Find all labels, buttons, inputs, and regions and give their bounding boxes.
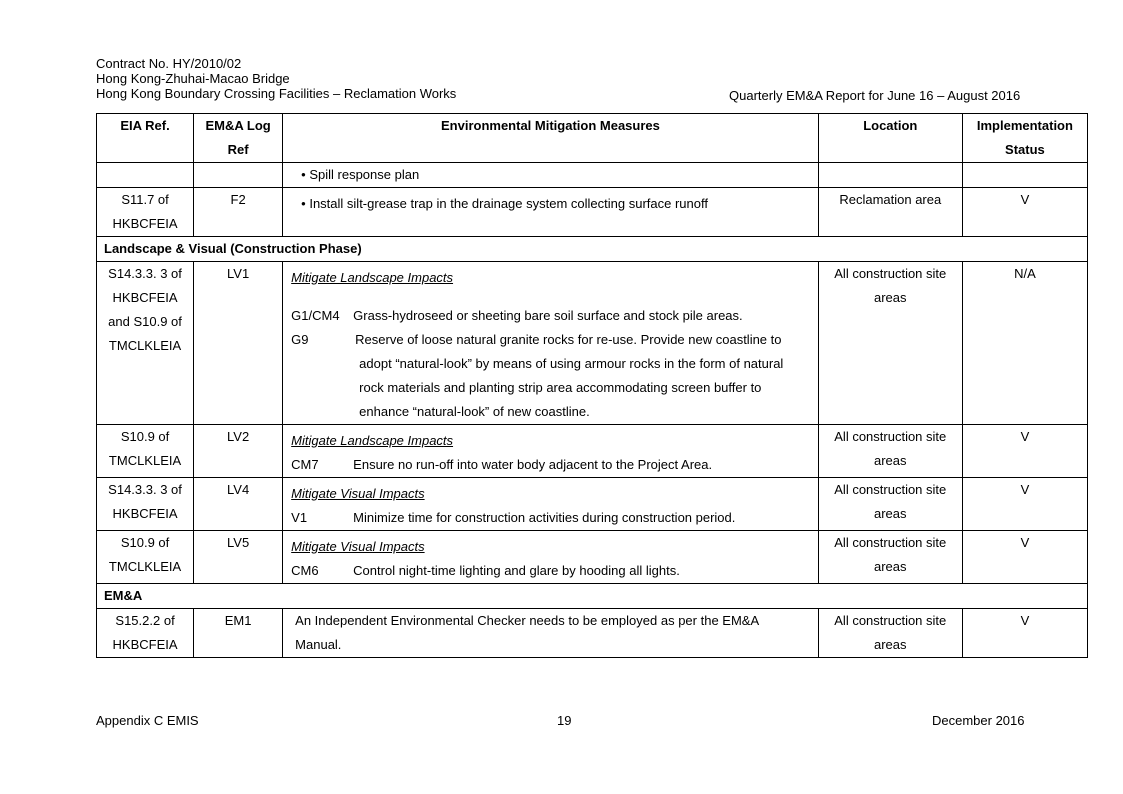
table-row: • Spill response plan	[97, 163, 1088, 188]
table-row: S10.9 of TMCLKLEIA LV2 Mitigate Landscape Impacts CM7 Ensure no run-off into water body adjacent to the Project Area. All construction site areas V	[97, 425, 1088, 478]
report-title: Quarterly EM&A Report for June 16 – August 2016	[729, 88, 1021, 103]
col-ema-log-ref: EM&A Log Ref	[194, 114, 283, 163]
section-row: Landscape & Visual (Construction Phase)	[97, 237, 1088, 262]
col-status: Implementation Status	[962, 114, 1087, 163]
col-measures: Environmental Mitigation Measures	[283, 114, 819, 163]
project-name: Hong Kong-Zhuhai-Macao Bridge	[96, 71, 290, 86]
mitigation-table	[96, 113, 1088, 658]
footer-appendix: Appendix C EMIS	[96, 713, 199, 728]
table-row: S10.9 of TMCLKLEIA LV5 Mitigate Visual Impacts CM6 Control night-time lighting and glare by hooding all lights. All construction site areas V	[97, 531, 1088, 584]
page-number: 19	[557, 713, 572, 728]
col-eia-ref: EIA Ref.	[97, 114, 194, 163]
table-row: S11.7 of HKBCFEIA F2 • Install silt-grease trap in the drainage system collecting surface runoff Reclamation area V	[97, 188, 1088, 237]
measure-text: Spill response plan	[309, 167, 420, 182]
contract-number: Contract No. HY/2010/02	[96, 56, 242, 71]
document-header	[96, 56, 456, 101]
footer-date: December 2016	[932, 713, 1025, 728]
table-row: S14.3.3. 3 of HKBCFEIA LV4 Mitigate Visual Impacts V1 Minimize time for construction activities during construction period. All construction site areas V	[97, 478, 1088, 531]
table-header-row	[97, 114, 1088, 163]
measure-text: Install silt-grease trap in the drainage system collecting surface runoff	[309, 196, 708, 211]
table-row: S15.2.2 of HKBCFEIA EM1 An Independent Environmental Checker needs to be employed as per the EM&A Manual. All construction site areas V	[97, 609, 1088, 658]
col-location: Location	[818, 114, 962, 163]
table-row: S14.3.3. 3 of HKBCFEIA and S10.9 of TMCLKLEIA LV1 Mitigate Landscape Impacts G1/CM4 Grass-hydroseed or sheeting bare soil surface and stock pile areas. G9 Reserve of loose natural granite rocks for re-use. Provide new coastline to adopt “natural-look” by means of using armour rocks in the form of natural rock materials and planting strip area accommodating screen buffer to enhance “natural-look” of new coastline. All construction site areas N/A	[97, 262, 1088, 425]
works-name: Hong Kong Boundary Crossing Facilities – Reclamation Works	[96, 86, 457, 101]
section-row: EM&A	[97, 584, 1088, 609]
